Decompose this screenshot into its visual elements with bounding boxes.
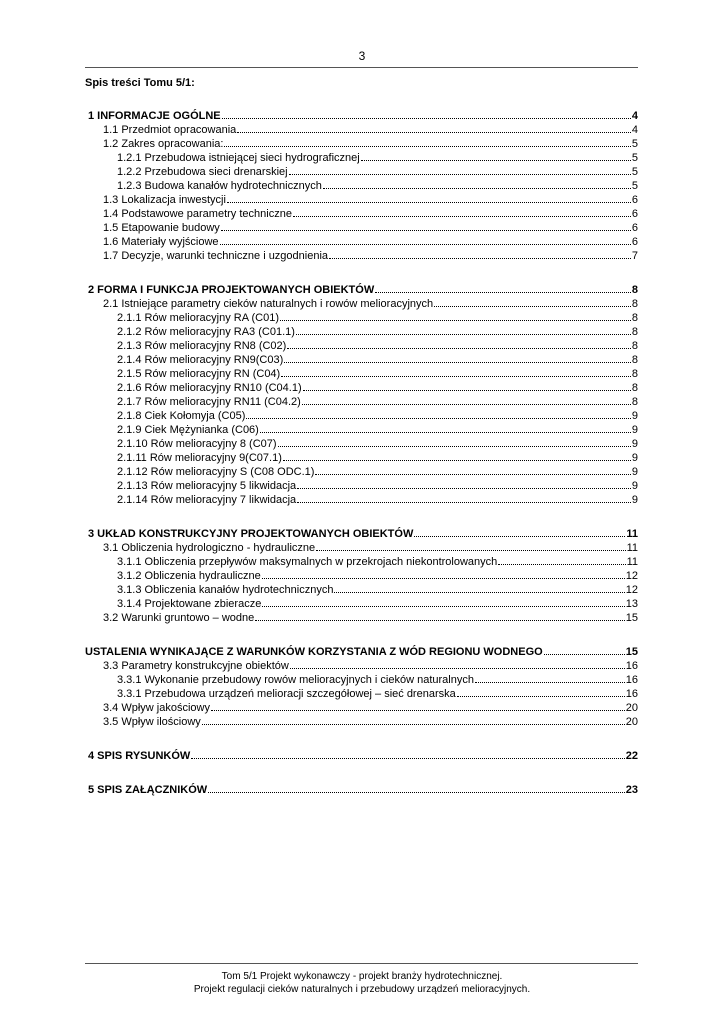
toc-entry[interactable] [85, 583, 638, 597]
toc-title: Spis treści Tomu 5/1: [85, 77, 195, 89]
toc-entry[interactable] [85, 465, 638, 479]
toc-entry-page: 20 [625, 716, 638, 728]
toc-entry[interactable] [85, 353, 638, 367]
toc-entry-page: 8 [631, 326, 638, 338]
toc-entry-page: 8 [631, 368, 638, 380]
footer-divider [85, 963, 638, 964]
toc-chapter-entry[interactable] [85, 109, 638, 123]
toc-entry-page: 5 [631, 180, 638, 192]
toc-entry-label: 3.1 Obliczenia hydrologiczno - hydrauliczne [103, 542, 316, 554]
toc-dot-leader [246, 417, 630, 419]
toc-entry-label: USTALENIA WYNIKAJĄCE Z WARUNKÓW KORZYSTANIA Z WÓD REGIONU WODNEGO [85, 646, 543, 658]
toc-entry-label: 2.1.11 Rów melioracyjny 9(C07.1) [117, 452, 282, 464]
toc-dot-leader [414, 535, 625, 537]
toc-entry-page: 8 [631, 396, 638, 408]
toc-entry-label: 5 SPIS ZAŁĄCZNIKÓW [88, 784, 208, 796]
toc-entry-label: 1.3 Lokalizacja inwestycji [103, 194, 226, 206]
toc-entry[interactable] [85, 479, 638, 493]
toc-entry[interactable] [85, 409, 638, 423]
toc-entry-label: 2.1.7 Rów melioracyjny RN11 (C04.2) [117, 396, 301, 408]
footer-line-2: Projekt regulacji cieków naturalnych i przebudowy urządzeń melioracyjnych. [193, 984, 531, 995]
toc-entry-page: 9 [631, 438, 638, 450]
toc-entry-page: 7 [631, 250, 638, 262]
toc-entry-page: 12 [625, 570, 638, 582]
toc-entry-page: 6 [631, 236, 638, 248]
toc-entry[interactable] [85, 165, 638, 179]
toc-dot-leader [302, 403, 631, 405]
toc-entry[interactable] [85, 493, 638, 507]
toc-entry-page: 6 [631, 194, 638, 206]
toc-entry-label: 3.1.3 Obliczenia kanałów hydrotechnicznych [117, 584, 334, 596]
toc-chapter-entry[interactable] [85, 749, 638, 763]
toc-entry[interactable] [85, 137, 638, 151]
toc-entry-page: 9 [631, 480, 638, 492]
toc-dot-leader [220, 243, 631, 245]
toc-entry-page: 15 [625, 612, 638, 624]
toc-entry[interactable] [85, 249, 638, 263]
toc-dot-leader [208, 791, 625, 793]
toc-dot-leader [283, 459, 631, 461]
toc-entry[interactable] [85, 193, 638, 207]
toc-entry-page: 13 [625, 598, 638, 610]
toc-entry-label: 2.1.12 Rów melioracyjny S (C08 ODC.1) [117, 466, 315, 478]
toc-dot-leader [284, 361, 631, 363]
toc-entry-page: 23 [625, 784, 638, 796]
toc-dot-leader [297, 501, 631, 503]
section-gap [85, 763, 638, 783]
toc-entry-page: 5 [631, 166, 638, 178]
table-of-contents [85, 109, 638, 797]
toc-entry-label: 3.2 Warunki gruntowo – wodne [103, 612, 255, 624]
toc-entry[interactable] [85, 123, 638, 137]
toc-entry-label: 2.1.2 Rów melioracyjny RA3 (C01.1) [117, 326, 295, 338]
toc-dot-leader [237, 131, 631, 133]
toc-entry[interactable] [85, 541, 638, 555]
toc-entry-label: 1.2.2 Przebudowa sieci drenarskiej [117, 166, 288, 178]
toc-entry-page: 16 [625, 674, 638, 686]
toc-dot-leader [303, 389, 631, 391]
toc-entry-page: 22 [625, 750, 638, 762]
toc-entry[interactable] [85, 235, 638, 249]
section-gap [85, 263, 638, 283]
toc-entry-page: 11 [626, 556, 638, 568]
toc-dot-leader [498, 563, 625, 565]
toc-dot-leader [290, 667, 625, 669]
toc-dot-leader [255, 619, 625, 621]
toc-entry-label: 3.5 Wpływ ilościowy [103, 716, 201, 728]
toc-entry-label: 1.2.3 Budowa kanałów hydrotechnicznych [117, 180, 322, 192]
toc-dot-leader [280, 319, 631, 321]
toc-entry-label: 2.1.10 Rów melioracyjny 8 (C07) [117, 438, 277, 450]
toc-entry[interactable] [85, 311, 638, 325]
toc-entry-label: 2.1.13 Rów melioracyjny 5 likwidacja [117, 480, 297, 492]
header-divider [85, 67, 638, 68]
toc-dot-leader [316, 549, 625, 551]
toc-entry[interactable] [85, 367, 638, 381]
toc-entry-label: 3.4 Wpływ jakościowy [103, 702, 210, 714]
toc-entry-label: 3.3.1 Przebudowa urządzeń melioracji szczegółowej – sieć drenarska [117, 688, 456, 700]
toc-entry-label: 4 SPIS RYSUNKÓW [88, 750, 191, 762]
toc-entry[interactable] [85, 673, 638, 687]
toc-entry-label: 1.6 Materiały wyjściowe [103, 236, 219, 248]
toc-entry-label: 1.2 Zakres opracowania: [103, 138, 224, 150]
page-number: 3 [358, 49, 366, 63]
toc-entry-label: 3.1.2 Obliczenia hydrauliczne [117, 570, 261, 582]
toc-dot-leader [323, 187, 631, 189]
section-gap [85, 507, 638, 527]
toc-entry[interactable] [85, 207, 638, 221]
section-gap [85, 729, 638, 749]
toc-entry-label: 2.1.9 Ciek Mężynianka (C06) [117, 424, 259, 436]
toc-entry-page: 8 [631, 284, 638, 296]
toc-entry-label: 1 INFORMACJE OGÓLNE [88, 110, 221, 122]
toc-dot-leader [315, 473, 630, 475]
toc-entry-label: 1.7 Decyzje, warunki techniczne i uzgodnienia [103, 250, 329, 262]
toc-entry-label: 3 UKŁAD KONSTRUKCYJNY PROJEKTOWANYCH OBIEKTÓW [88, 528, 414, 540]
toc-entry-page: 9 [631, 452, 638, 464]
toc-dot-leader [434, 305, 631, 307]
toc-entry-page: 20 [625, 702, 638, 714]
toc-entry-label: 2.1.5 Rów melioracyjny RN (C04) [117, 368, 281, 380]
section-gap [85, 625, 638, 645]
toc-entry-page: 4 [631, 124, 638, 136]
toc-entry[interactable] [85, 597, 638, 611]
toc-dot-leader [224, 145, 630, 147]
toc-entry[interactable] [85, 611, 638, 625]
toc-chapter-entry[interactable] [85, 783, 638, 797]
toc-chapter-entry[interactable] [85, 527, 638, 541]
toc-entry-label: 2.1.4 Rów melioracyjny RN9(C03) [117, 354, 284, 366]
footer-line-1: Tom 5/1 Projekt wykonawczy - projekt branży hydrotechnicznej. [221, 971, 503, 982]
toc-entry-label: 3.3 Parametry konstrukcyjne obiektów [103, 660, 289, 672]
toc-entry-page: 9 [631, 466, 638, 478]
toc-entry-page: 8 [631, 340, 638, 352]
toc-entry[interactable] [85, 569, 638, 583]
toc-dot-leader [262, 577, 625, 579]
toc-entry-label: 2.1.1 Rów melioracyjny RA (C01) [117, 312, 280, 324]
toc-entry-label: 1.2.1 Przebudowa istniejącej sieci hydrograficznej [117, 152, 360, 164]
toc-entry-page: 5 [631, 152, 638, 164]
toc-entry[interactable] [85, 555, 638, 569]
toc-entry-label: 2.1.6 Rów melioracyjny RN10 (C04.1) [117, 382, 302, 394]
toc-dot-leader [457, 695, 625, 697]
toc-entry-label: 2.1.3 Rów melioracyjny RN8 (C02) [117, 340, 287, 352]
toc-entry[interactable] [85, 451, 638, 465]
toc-dot-leader [329, 257, 631, 259]
page-footer [0, 970, 724, 996]
toc-entry[interactable] [85, 423, 638, 437]
toc-dot-leader [297, 487, 631, 489]
toc-entry-page: 8 [631, 382, 638, 394]
toc-entry-page: 11 [626, 528, 638, 540]
toc-entry[interactable] [85, 179, 638, 193]
toc-chapter-entry[interactable] [85, 645, 638, 659]
toc-entry-label: 1.5 Etapowanie budowy [103, 222, 220, 234]
toc-entry[interactable] [85, 715, 638, 729]
toc-entry[interactable] [85, 381, 638, 395]
toc-entry-page: 9 [631, 424, 638, 436]
toc-entry[interactable] [85, 701, 638, 715]
toc-entry-page: 16 [625, 688, 638, 700]
toc-entry-label: 3.1.4 Projektowane zbieracze [117, 598, 262, 610]
toc-entry-page: 5 [631, 138, 638, 150]
toc-entry-page: 8 [631, 298, 638, 310]
toc-entry[interactable] [85, 687, 638, 701]
toc-dot-leader [202, 723, 625, 725]
toc-entry-label: 3.1.1 Obliczenia przepływów maksymalnych w przekrojach niekontrolowanych [117, 556, 498, 568]
toc-entry-page: 16 [625, 660, 638, 672]
toc-dot-leader [287, 347, 631, 349]
toc-entry-page: 8 [631, 354, 638, 366]
toc-entry[interactable] [85, 297, 638, 311]
toc-dot-leader [475, 681, 625, 683]
toc-entry[interactable] [85, 659, 638, 673]
toc-dot-leader [281, 375, 631, 377]
toc-entry-page: 12 [625, 584, 638, 596]
toc-entry-label: 2.1.8 Ciek Kołomyja (C05) [117, 410, 246, 422]
toc-entry-page: 9 [631, 410, 638, 422]
toc-dot-leader [262, 605, 624, 607]
toc-entry-label: 1.1 Przedmiot opracowania [103, 124, 237, 136]
toc-entry-page: 4 [631, 110, 638, 122]
toc-entry-label: 2 FORMA I FUNKCJA PROJEKTOWANYCH OBIEKTÓW [88, 284, 375, 296]
toc-dot-leader [221, 229, 631, 231]
toc-dot-leader [334, 591, 624, 593]
toc-chapter-entry[interactable] [85, 283, 638, 297]
toc-dot-leader [260, 431, 631, 433]
toc-entry[interactable] [85, 437, 638, 451]
toc-dot-leader [296, 333, 631, 335]
toc-entry[interactable] [85, 325, 638, 339]
toc-entry-page: 15 [625, 646, 638, 658]
toc-entry-label: 2.1.14 Rów melioracyjny 7 likwidacja [117, 494, 297, 506]
toc-entry-page: 11 [626, 542, 638, 554]
toc-dot-leader [191, 757, 624, 759]
toc-entry[interactable] [85, 151, 638, 165]
toc-entry-page: 8 [631, 312, 638, 324]
toc-entry-label: 1.4 Podstawowe parametry techniczne [103, 208, 292, 220]
toc-dot-leader [222, 117, 631, 119]
toc-dot-leader [289, 173, 631, 175]
toc-entry-page: 6 [631, 208, 638, 220]
toc-dot-leader [544, 653, 625, 655]
toc-entry-page: 9 [631, 494, 638, 506]
toc-entry-label: 2.1 Istniejące parametry cieków naturalnych i rowów melioracyjnych [103, 298, 434, 310]
toc-entry[interactable] [85, 395, 638, 409]
toc-dot-leader [375, 291, 631, 293]
toc-entry[interactable] [85, 221, 638, 235]
toc-dot-leader [278, 445, 631, 447]
toc-entry[interactable] [85, 339, 638, 353]
toc-dot-leader [293, 215, 631, 217]
toc-entry-label: 3.3.1 Wykonanie przebudowy rowów melioracyjnych i cieków naturalnych [117, 674, 474, 686]
toc-dot-leader [211, 709, 625, 711]
toc-dot-leader [227, 201, 631, 203]
toc-entry-page: 6 [631, 222, 638, 234]
toc-dot-leader [361, 159, 631, 161]
